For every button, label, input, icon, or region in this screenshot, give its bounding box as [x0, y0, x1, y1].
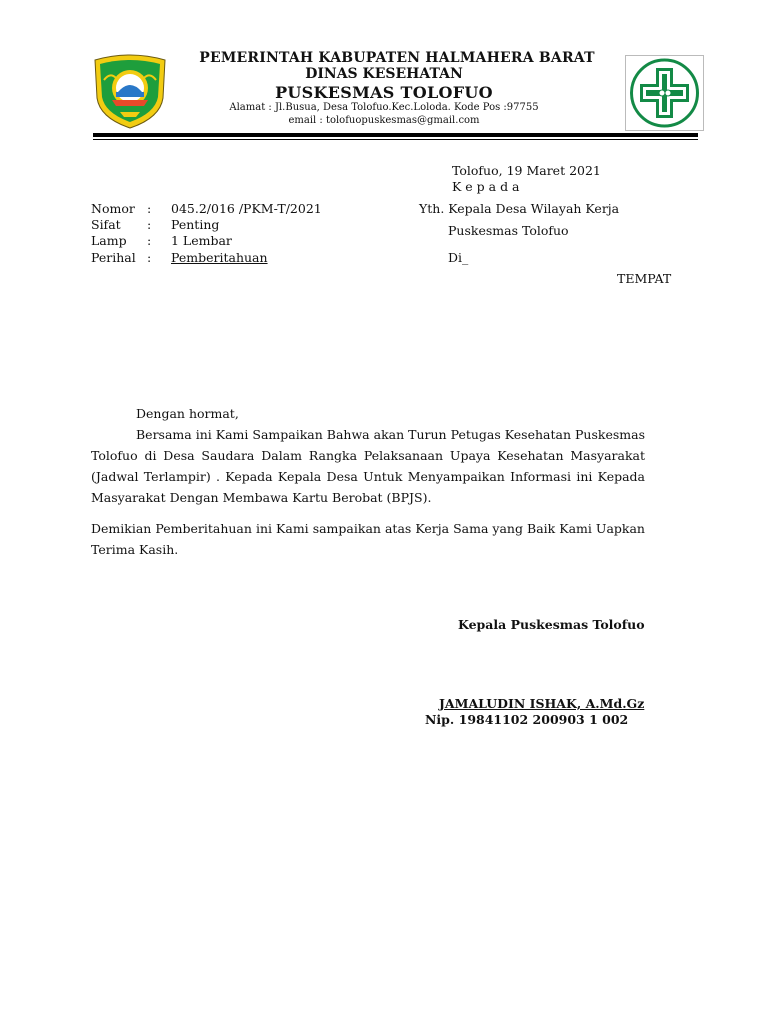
meta-value-perihal: Pemberitahuan	[171, 250, 268, 265]
signatory-name: JAMALUDIN ISHAK, A.Md.Gz	[439, 696, 645, 711]
body-paragraph-2: Demikian Pemberitahuan ini Kami sampaikan atas Kerja Sama yang Baik Kami Uapkan Terima Kasih.	[91, 521, 645, 557]
halmahera-barat-regency-crest-icon	[90, 52, 170, 130]
meta-colon: :	[147, 250, 152, 265]
letterhead-divider-thick	[93, 133, 698, 137]
letterhead-puskesmas-name: PUSKESMAS TOLOFUO	[275, 83, 493, 102]
recipient-line-1: Yth. Kepala Desa Wilayah Kerja	[419, 201, 620, 216]
meta-colon: :	[147, 233, 152, 248]
letterhead-department-line: DINAS KESEHATAN	[305, 66, 463, 82]
letterhead-address: Alamat : Jl.Busua, Desa Tolofuo.Kec.Loloda. Kode Pos :97755	[229, 102, 539, 113]
signature-title: Kepala Puskesmas Tolofuo	[458, 617, 645, 632]
puskesmas-logo	[625, 55, 704, 131]
addressee-header: K e p a d a	[452, 179, 520, 194]
meta-label-lamp: Lamp	[91, 233, 127, 248]
meta-value-lamp: 1 Lembar	[171, 233, 232, 248]
meta-label-perihal: Perihal	[91, 250, 136, 265]
recipient-place: TEMPAT	[617, 271, 672, 286]
meta-value-sifat: Penting	[171, 217, 220, 232]
body-paragraph-1: Bersama ini Kami Sampaikan Bahwa akan Turun Petugas Kesehatan Puskesmas Tolofuo di Desa Saudara Dalam Rangka Pelaksanaan Upaya Kesehatan Masyarakat (Jadwal Terlampir) . Kepada Kepala Desa Untuk Menyampaikan Informasi ini Kepada Masyarakat Dengan Membawa Kartu Berobat (BPJS).	[91, 427, 645, 505]
puskesmas-green-cross-icon	[626, 56, 703, 130]
meta-colon: :	[147, 217, 152, 232]
recipient-line-2: Puskesmas Tolofuo	[448, 223, 569, 238]
salutation: Dengan hormat,	[136, 406, 239, 421]
meta-label-nomor: Nomor	[91, 201, 135, 216]
letterhead-email: email : tolofuopuskesmas@gmail.com	[288, 115, 480, 126]
meta-value-nomor: 045.2/016 /PKM-T/2021	[171, 201, 322, 216]
regency-crest-logo	[90, 52, 170, 130]
recipient-line-3: Di_	[448, 250, 469, 265]
signatory-nip: Nip. 19841102 200903 1 002	[425, 712, 629, 727]
meta-colon: :	[147, 201, 152, 216]
letterhead-divider-thin	[93, 139, 698, 140]
meta-label-sifat: Sifat	[91, 217, 121, 232]
letterhead-government-line: PEMERINTAH KABUPATEN HALMAHERA BARAT	[199, 50, 595, 66]
place-date: Tolofuo, 19 Maret 2021	[452, 163, 601, 178]
